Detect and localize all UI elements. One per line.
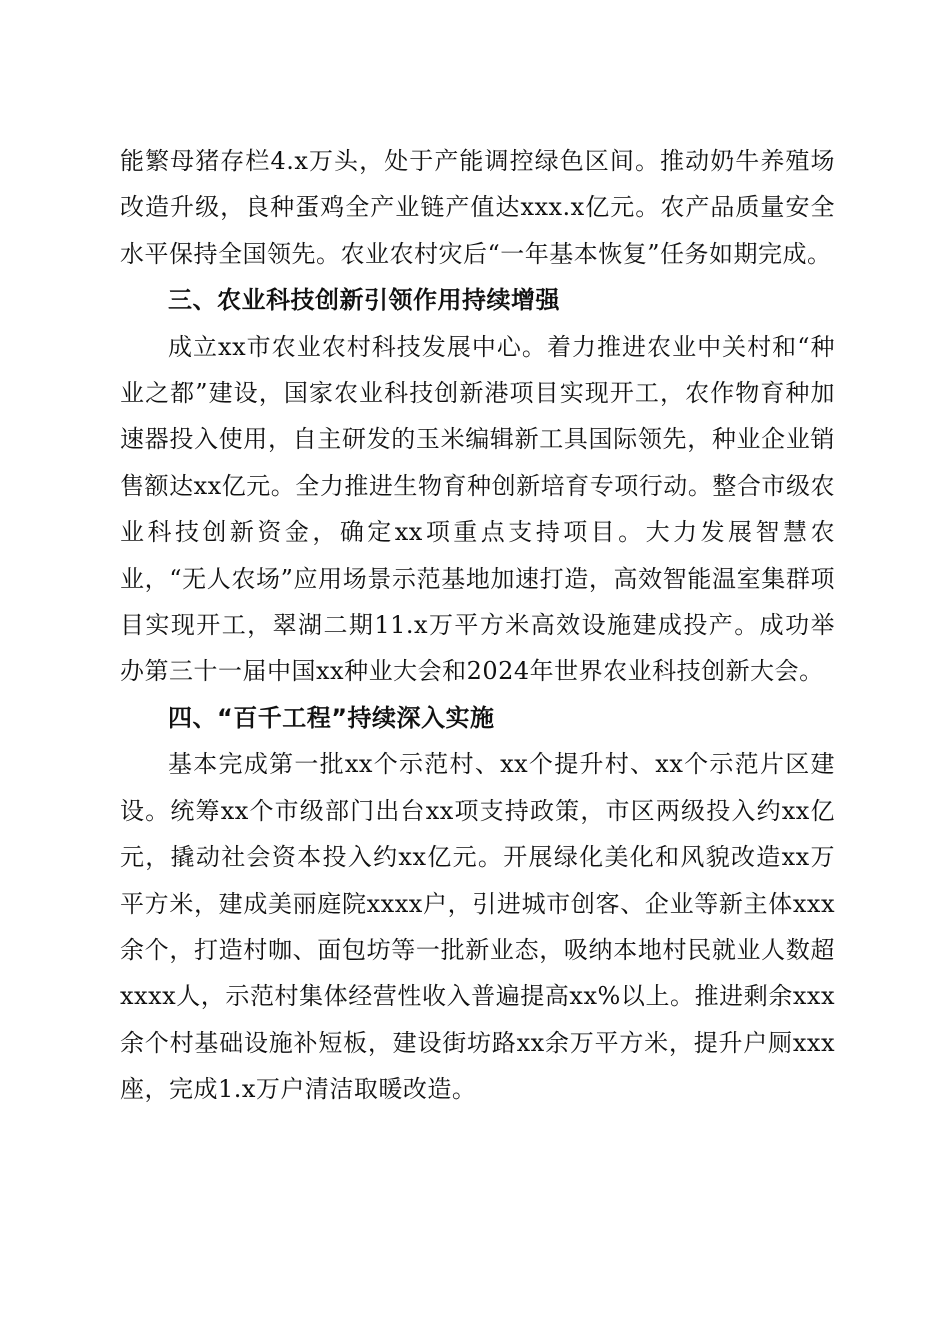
section-heading-3: 三、农业科技创新引领作用持续增强 [168,286,560,315]
document-body [120,138,835,1113]
paragraph-continuation: 能繁母猪存栏4.x万头，处于产能调控绿色区间。推动奶牛养殖场改造升级，良种蛋鸡全产业链产值达xxx.x亿元。农产品质量安全水平保持全国领先。农业农村灾后“一年基本恢复”任务如期完成。 [120,147,835,268]
section-heading-4: 四、“百千工程”持续深入实施 [168,703,495,732]
section-body-4: 基本完成第一批xx个示范村、xx个提升村、xx个示范片区建设。统筹xx个市级部门出台xx项支持政策，市区两级投入约xx亿元，撬动社会资本投入约xx亿元。开展绿化美化和风貌改造xx万平方米，建成美丽庭院xxxx户，引进城市创客、企业等新主体xxx余个，打造村咖、面包坊等一批新业态，吸纳本地村民就业人数超xxxx人，示范村集体经营性收入普遍提高xx%以上。推进剩余xxx余个村基础设施补短板，建设街坊路xx余万平方米，提升户厕xxx座，完成1.x万户清洁取暖改造。 [120,750,835,1104]
section-body-3: 成立xx市农业农村科技发展中心。着力推进农业中关村和“种业之都”建设，国家农业科技创新港项目实现开工，农作物育种加速器投入使用，自主研发的玉米编辑新工具国际领先，种业企业销售额达xx亿元。全力推进生物育种创新培育专项行动。整合市级农业科技创新资金，确定xx项重点支持项目。大力发展智慧农业，“无人农场”应用场景示范基地加速打造，高效智能温室集群项目实现开工，翠湖二期11.x万平方米高效设施建成投产。成功举办第三十一届中国xx种业大会和2024年世界农业科技创新大会。 [120,332,835,686]
